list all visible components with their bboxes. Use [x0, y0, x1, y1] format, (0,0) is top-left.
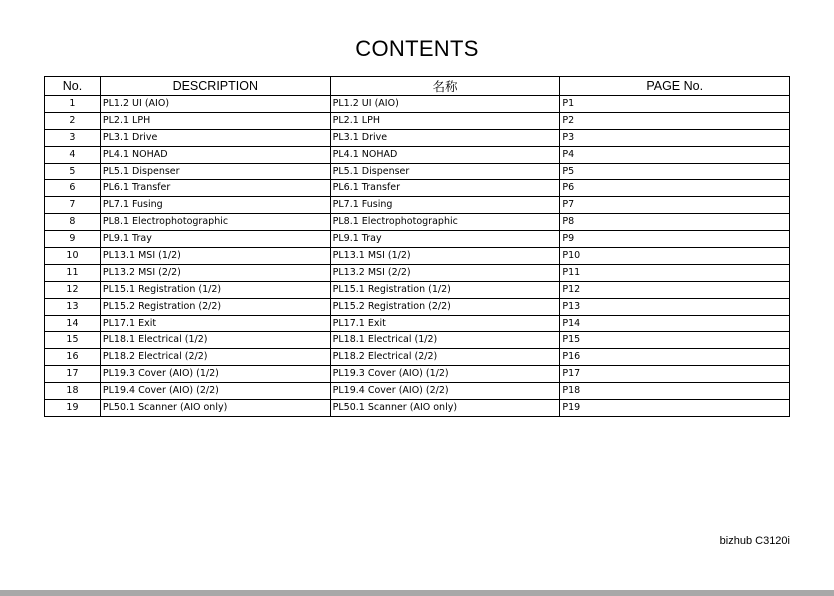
- row-page-number: P3: [560, 129, 790, 146]
- row-description: PL13.2 MSI (2/2): [100, 264, 330, 281]
- row-page-number: P11: [560, 264, 790, 281]
- table-row: [45, 315, 790, 332]
- table-body: [45, 96, 790, 417]
- row-name-jp: PL19.4 Cover (AIO) (2/2): [330, 383, 560, 400]
- row-page-number: P8: [560, 214, 790, 231]
- row-name-jp: PL2.1 LPH: [330, 112, 560, 129]
- row-name-jp: PL13.2 MSI (2/2): [330, 264, 560, 281]
- row-description: PL19.3 Cover (AIO) (1/2): [100, 366, 330, 383]
- row-page-number: P13: [560, 298, 790, 315]
- row-number: 5: [45, 163, 101, 180]
- table-row: [45, 264, 790, 281]
- row-description: PL3.1 Drive: [100, 129, 330, 146]
- row-description: PL50.1 Scanner (AIO only): [100, 400, 330, 417]
- row-description: PL8.1 Electrophotographic: [100, 214, 330, 231]
- row-description: PL19.4 Cover (AIO) (2/2): [100, 383, 330, 400]
- row-number: 3: [45, 129, 101, 146]
- row-description: PL15.2 Registration (2/2): [100, 298, 330, 315]
- row-name-jp: PL9.1 Tray: [330, 231, 560, 248]
- header-page: PAGE No.: [560, 77, 790, 96]
- table-row: [45, 332, 790, 349]
- row-page-number: P15: [560, 332, 790, 349]
- row-description: PL9.1 Tray: [100, 231, 330, 248]
- row-page-number: P19: [560, 400, 790, 417]
- table-row: [45, 129, 790, 146]
- row-description: PL6.1 Transfer: [100, 180, 330, 197]
- table-row: [45, 400, 790, 417]
- row-number: 8: [45, 214, 101, 231]
- table-row: [45, 349, 790, 366]
- row-name-jp: PL50.1 Scanner (AIO only): [330, 400, 560, 417]
- table-row: [45, 383, 790, 400]
- row-number: 9: [45, 231, 101, 248]
- row-name-jp: PL4.1 NOHAD: [330, 146, 560, 163]
- table-row: [45, 214, 790, 231]
- table-row: [45, 146, 790, 163]
- row-description: PL13.1 MSI (1/2): [100, 248, 330, 265]
- page-title: CONTENTS: [355, 36, 479, 61]
- row-name-jp: PL3.1 Drive: [330, 129, 560, 146]
- row-name-jp: PL8.1 Electrophotographic: [330, 214, 560, 231]
- bottom-divider: [0, 590, 834, 596]
- table-row: [45, 248, 790, 265]
- row-name-jp: PL19.3 Cover (AIO) (1/2): [330, 366, 560, 383]
- row-name-jp: PL6.1 Transfer: [330, 180, 560, 197]
- row-name-jp: PL18.1 Electrical (1/2): [330, 332, 560, 349]
- row-number: 1: [45, 96, 101, 113]
- table-row: [45, 281, 790, 298]
- row-name-jp: PL15.1 Registration (1/2): [330, 281, 560, 298]
- row-description: PL18.1 Electrical (1/2): [100, 332, 330, 349]
- row-page-number: P2: [560, 112, 790, 129]
- row-name-jp: PL18.2 Electrical (2/2): [330, 349, 560, 366]
- table-row: [45, 112, 790, 129]
- row-number: 11: [45, 264, 101, 281]
- table-row: [45, 163, 790, 180]
- row-page-number: P12: [560, 281, 790, 298]
- header-description: DESCRIPTION: [100, 77, 330, 96]
- row-number: 19: [45, 400, 101, 417]
- row-name-jp: PL1.2 UI (AIO): [330, 96, 560, 113]
- row-page-number: P4: [560, 146, 790, 163]
- row-number: 7: [45, 197, 101, 214]
- contents-table: [44, 76, 790, 417]
- row-name-jp: PL15.2 Registration (2/2): [330, 298, 560, 315]
- row-page-number: P5: [560, 163, 790, 180]
- row-page-number: P1: [560, 96, 790, 113]
- row-number: 10: [45, 248, 101, 265]
- row-description: PL2.1 LPH: [100, 112, 330, 129]
- row-page-number: P16: [560, 349, 790, 366]
- row-description: PL17.1 Exit: [100, 315, 330, 332]
- table-header-row: [45, 77, 790, 96]
- row-number: 13: [45, 298, 101, 315]
- row-number: 16: [45, 349, 101, 366]
- row-number: 17: [45, 366, 101, 383]
- row-page-number: P17: [560, 366, 790, 383]
- table-row: [45, 298, 790, 315]
- row-description: PL4.1 NOHAD: [100, 146, 330, 163]
- table-row: [45, 366, 790, 383]
- row-description: PL15.1 Registration (1/2): [100, 281, 330, 298]
- row-name-jp: PL5.1 Dispenser: [330, 163, 560, 180]
- table-row: [45, 96, 790, 113]
- row-page-number: P9: [560, 231, 790, 248]
- row-page-number: P18: [560, 383, 790, 400]
- table-row: [45, 180, 790, 197]
- table-row: [45, 231, 790, 248]
- row-number: 6: [45, 180, 101, 197]
- row-number: 15: [45, 332, 101, 349]
- model-name: bizhub C3120i: [719, 535, 790, 547]
- row-number: 18: [45, 383, 101, 400]
- row-name-jp: PL17.1 Exit: [330, 315, 560, 332]
- row-name-jp: PL13.1 MSI (1/2): [330, 248, 560, 265]
- table-row: [45, 197, 790, 214]
- row-description: PL7.1 Fusing: [100, 197, 330, 214]
- row-number: 14: [45, 315, 101, 332]
- row-number: 2: [45, 112, 101, 129]
- row-page-number: P7: [560, 197, 790, 214]
- row-name-jp: PL7.1 Fusing: [330, 197, 560, 214]
- row-page-number: P14: [560, 315, 790, 332]
- row-number: 12: [45, 281, 101, 298]
- row-page-number: P10: [560, 248, 790, 265]
- row-description: PL18.2 Electrical (2/2): [100, 349, 330, 366]
- row-description: PL5.1 Dispenser: [100, 163, 330, 180]
- header-no: No.: [45, 77, 101, 96]
- row-number: 4: [45, 146, 101, 163]
- header-name-jp: 名称: [330, 77, 560, 96]
- row-description: PL1.2 UI (AIO): [100, 96, 330, 113]
- row-page-number: P6: [560, 180, 790, 197]
